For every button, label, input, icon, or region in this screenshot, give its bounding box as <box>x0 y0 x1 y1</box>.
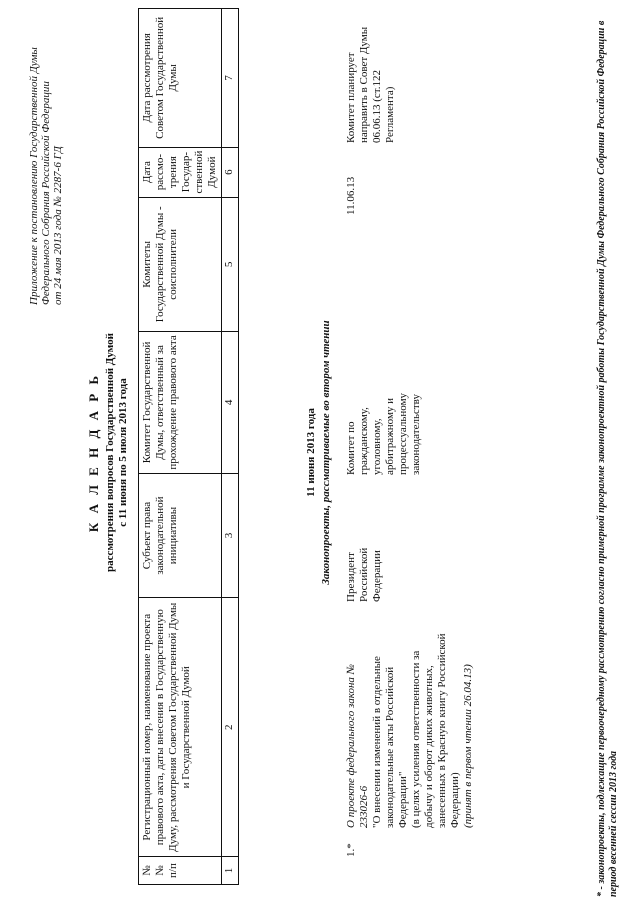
header-co-committees: Комитеты Государственной Думы - соисполнители <box>139 197 222 332</box>
item-note: (принят в первом чтении 26.04.13) <box>462 664 474 828</box>
calendar-table <box>138 8 239 885</box>
header-duma-date: Дата рассмо-трения Государ-ственной Думой <box>139 147 222 197</box>
table-number-row <box>222 9 239 885</box>
column-number: 3 <box>222 473 239 598</box>
item-name: "О внесении изменений в отдельные законодательные акты Российской Федерации" <box>371 656 409 828</box>
document-subtitle: рассмотрения вопросов Государственной Думой <box>104 333 116 572</box>
table-header-row <box>139 9 222 885</box>
column-number: 6 <box>222 147 239 197</box>
header-subject: Субъект права законодательной инициативы <box>139 473 222 598</box>
item-duma-date: 11.06.13 <box>345 176 357 215</box>
appendix-line: от 24 мая 2013 года № 2287-6 ГД <box>52 146 64 305</box>
footnote: * - законопроекты, подлежащие первоочередному рассмотрению согласно примерной программе законопроектной работы Государственной Думы Федерального Собрания Российской Федерации в период весенней сессии 2013 года <box>596 20 619 897</box>
header-council-date: Дата рассмотрения Советом Государственной Думы <box>139 9 222 148</box>
header-number: №№ п/п <box>139 857 222 885</box>
item-council-date: Комитет планирует направить в Совет Думы 06.06.13 (ст.122 Регламента) <box>345 26 396 143</box>
column-number: 7 <box>222 9 239 148</box>
item-committee: Комитет по гражданскому, уголовному, арбитражному и процессуальному законодательству <box>345 392 422 475</box>
column-number: 4 <box>222 332 239 474</box>
appendix-line: Федерального Собрания Российской Федерации <box>40 81 52 305</box>
appendix-note <box>28 10 64 305</box>
section-title: Законопроекты, рассматриваемые во втором чтении <box>320 320 332 585</box>
document-title: К А Л Е Н Д А Р Ь <box>86 372 101 533</box>
document-period: с 11 июня по 5 июля 2013 года <box>117 378 129 527</box>
item-reg-number: О проекте федерального закона № 233026-6 <box>345 663 370 828</box>
column-number: 5 <box>222 197 239 332</box>
column-number: 2 <box>222 598 239 857</box>
item-description <box>345 628 475 828</box>
header-reg-number: Регистрационный номер, наименование проекта правового акта, даты внесения в Государственную Думу, рассмотрения Советом Государственной Думы и Государственной Думой <box>139 598 222 857</box>
item-number: 1.* <box>345 843 357 857</box>
section-date: 11 июня 2013 года <box>305 408 317 497</box>
header-responsible-committee: Комитет Государственной Думы, ответственный за прохождение правового акта <box>139 332 222 474</box>
item-purpose: (в целях усиления ответственности за добычу и оборот диких животных, занесенных в Красную книгу Российской Федерации) <box>410 633 461 828</box>
column-number: 1 <box>222 857 239 885</box>
appendix-line: Приложение к постановлению Государственной Думы <box>28 47 40 305</box>
item-subject: Президент Российской Федерации <box>345 547 383 602</box>
